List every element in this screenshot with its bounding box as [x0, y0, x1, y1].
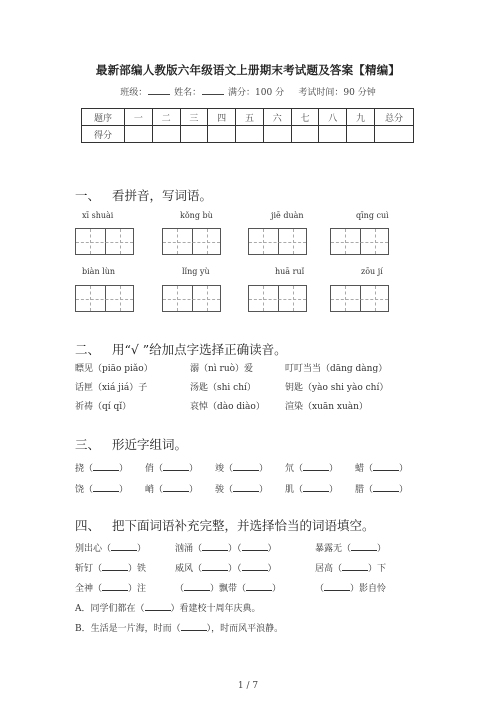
- page-number: 1 / 7: [237, 681, 259, 691]
- section-1-heading: [75, 186, 212, 204]
- fill-sentence-b: B．生活是一片海，时而（ ），时而风平浪静。: [75, 624, 284, 634]
- word-item: 氘（ ）: [285, 464, 339, 474]
- section-2-heading: [75, 340, 287, 358]
- answer-blank[interactable]: [373, 462, 399, 471]
- word-item: 竣（ ）: [215, 464, 269, 474]
- section-number: 一、: [75, 188, 101, 203]
- score-cell[interactable]: [347, 126, 375, 143]
- score-header-cell: 九: [347, 109, 375, 126]
- answer-blank[interactable]: [303, 462, 329, 471]
- word-item: 腊（ ）: [355, 485, 409, 495]
- score-header-cell: 二: [152, 109, 180, 126]
- answer-blank[interactable]: [342, 562, 368, 571]
- answer-blank[interactable]: [351, 542, 377, 551]
- answer-blank[interactable]: [145, 602, 171, 611]
- idiom-item: （ ）影自怜: [315, 584, 387, 594]
- score-header-cell: 题序: [82, 109, 125, 126]
- writing-grid[interactable]: [75, 228, 134, 255]
- word-item: 峭（ ）: [145, 485, 199, 495]
- pinyin-label: huā ruǐ: [275, 267, 305, 276]
- word-item: 肌（ ）: [285, 485, 339, 495]
- name-label: 姓名：: [174, 88, 202, 98]
- answer-blank[interactable]: [202, 562, 228, 571]
- answer-blank[interactable]: [202, 542, 228, 551]
- word-item: 骏（ ）: [215, 485, 269, 495]
- writing-grid[interactable]: [330, 285, 389, 312]
- idiom-item: （ ）飘带（ ）: [175, 584, 282, 594]
- reading-item: 叮叮当当（dāng dàng）: [285, 364, 388, 374]
- section-number: 三、: [75, 437, 101, 452]
- section-number: 二、: [75, 342, 101, 357]
- score-row: [82, 126, 414, 143]
- section-3-heading: [75, 435, 187, 453]
- idiom-item: 暴露无（ ）: [315, 544, 387, 554]
- score-header-cell: 七: [291, 109, 319, 126]
- score-cell[interactable]: [375, 126, 414, 143]
- answer-blank[interactable]: [163, 483, 189, 492]
- idiom-item: 斩钉（ ）铁: [75, 564, 147, 574]
- word-item: 俏（ ）: [145, 464, 199, 474]
- answer-blank[interactable]: [324, 582, 350, 591]
- section-number: 四、: [75, 518, 101, 533]
- score-cell[interactable]: [208, 126, 236, 143]
- answer-blank[interactable]: [373, 483, 399, 492]
- section-title: 形近字组词。: [111, 437, 187, 452]
- idiom-item: 汹涌（ ）（ ）: [175, 544, 277, 554]
- pinyin-label: jiē duàn: [271, 211, 304, 220]
- exam-time: 考试时间：90 分钟: [298, 88, 376, 98]
- score-cell[interactable]: [125, 126, 153, 143]
- answer-blank[interactable]: [111, 542, 137, 551]
- word-item: 饶（ ）: [75, 485, 129, 495]
- pinyin-label: qīng cuì: [356, 211, 389, 220]
- idiom-item: 别出心（ ）: [75, 544, 147, 554]
- reading-item: 溺（nì ruò）爱: [190, 364, 254, 374]
- section-4-heading: [75, 516, 374, 534]
- reading-item: 钥匙（yào shi yào chí）: [285, 383, 389, 393]
- writing-grid[interactable]: [248, 285, 307, 312]
- score-header-cell: 五: [236, 109, 264, 126]
- score-header-cell: 总分: [375, 109, 414, 126]
- section-title: 用“√ ”给加点字选择正确读音。: [111, 342, 287, 357]
- name-blank: [202, 86, 224, 95]
- word-item: 蜡（ ）: [355, 464, 409, 474]
- answer-blank[interactable]: [102, 562, 128, 571]
- fill-sentence-a: A．同学们都在（ ）看建校十周年庆典。: [75, 604, 261, 614]
- writing-grid[interactable]: [162, 285, 221, 312]
- idiom-item: 全神（ ）注: [75, 584, 147, 594]
- answer-blank[interactable]: [102, 582, 128, 591]
- answer-blank[interactable]: [242, 562, 268, 571]
- answer-blank[interactable]: [163, 462, 189, 471]
- answer-blank[interactable]: [233, 462, 259, 471]
- writing-grid[interactable]: [248, 228, 307, 255]
- score-header-cell: 三: [180, 109, 208, 126]
- score-cell[interactable]: [236, 126, 264, 143]
- pinyin-label: biàn lùn: [82, 267, 116, 276]
- class-blank: [148, 86, 170, 95]
- reading-item: 瞟见（piāo piǎo）: [75, 364, 153, 374]
- score-cell[interactable]: [180, 126, 208, 143]
- answer-blank[interactable]: [93, 483, 119, 492]
- word-item: 挠（ ）: [75, 464, 129, 474]
- score-cell[interactable]: [319, 126, 347, 143]
- page-title: 最新部编人教版六年级语文上册期末考试题及答案【精编】: [95, 63, 401, 77]
- answer-blank[interactable]: [242, 542, 268, 551]
- full-score: 满分：100 分: [228, 88, 285, 98]
- answer-blank[interactable]: [93, 462, 119, 471]
- score-header-cell: 一: [125, 109, 153, 126]
- score-header-cell: 八: [319, 109, 347, 126]
- score-cell[interactable]: [291, 126, 319, 143]
- score-row-label: 得分: [82, 126, 125, 143]
- reading-item: 祈祷（qí qǐ）: [75, 402, 132, 412]
- writing-grid[interactable]: [162, 228, 221, 255]
- answer-blank[interactable]: [181, 622, 207, 631]
- answer-blank[interactable]: [184, 582, 210, 591]
- score-header-cell: 六: [263, 109, 291, 126]
- reading-item: 哀悼（dào diào）: [190, 402, 265, 412]
- pinyin-label: xī shuài: [82, 211, 114, 220]
- score-header-row: [82, 109, 414, 126]
- idiom-item: 威风（ ）（ ）: [175, 564, 277, 574]
- section-title: 看拼音，写词语。: [111, 188, 212, 203]
- answer-blank[interactable]: [233, 483, 259, 492]
- pinyin-label: zōu jí: [361, 267, 383, 276]
- answer-blank[interactable]: [246, 582, 272, 591]
- answer-blank[interactable]: [303, 483, 329, 492]
- writing-grid[interactable]: [75, 285, 134, 312]
- pinyin-label: lǐng yù: [182, 267, 210, 276]
- reading-item: 渲染（xuān xuàn）: [285, 402, 368, 412]
- score-table: [81, 108, 414, 143]
- reading-item: 话匣（xiá jiá）子: [75, 383, 148, 393]
- idiom-item: 居高（ ）下: [315, 564, 387, 574]
- score-cell[interactable]: [263, 126, 291, 143]
- section-title: 把下面词语补充完整，并选择恰当的词语填空。: [111, 518, 375, 533]
- score-header-cell: 四: [208, 109, 236, 126]
- exam-info: [0, 85, 496, 98]
- score-cell[interactable]: [152, 126, 180, 143]
- writing-grid[interactable]: [330, 228, 389, 255]
- reading-item: 汤匙（shi chí）: [190, 383, 256, 393]
- pinyin-label: kǒng bù: [180, 211, 213, 220]
- class-label: 班级：: [120, 88, 148, 98]
